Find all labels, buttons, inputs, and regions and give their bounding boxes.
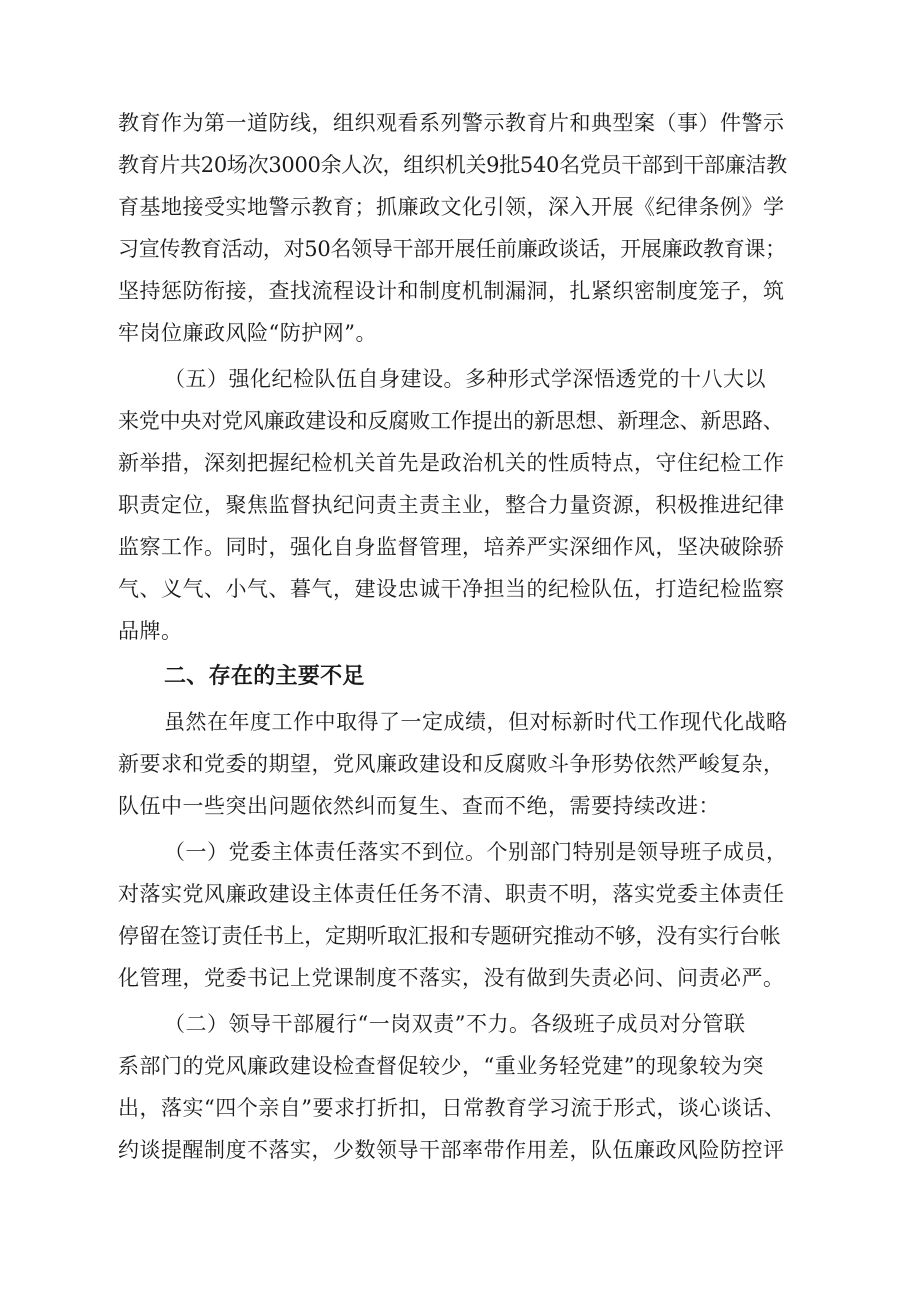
text-line: 气、义气、小气、暮气，建设忠诚干净担当的纪检队伍，打造纪检监察 <box>118 577 785 601</box>
text-line: 职责定位，聚焦监督执纪问责主责主业，整合力量资源，积极推进纪律 <box>118 493 785 517</box>
text-line: 牢岗位廉政风险“防护网”。 <box>118 321 377 345</box>
text-line: （一）党委主体责任落实不到位。个别部门特别是领导班子成员， <box>164 840 788 864</box>
text-line: 停留在签订责任书上，定期听取汇报和专题研究推动不够，没有实行台帐 <box>118 924 781 948</box>
text-line: 新举措，深刻把握纪检机关首先是政治机关的性质特点，守住纪检工作 <box>118 451 785 475</box>
text-line: 习宣传教育活动，对50名领导干部开展任前廉政谈话，开展廉政教育课； <box>118 237 786 261</box>
text-line: 出，落实“四个亲自”要求打折扣，日常教育学习流于形式，谈心谈话、 <box>118 1096 786 1120</box>
text-line: 教育作为第一道防线，组织观看系列警示教育片和典型案（事）件警示 <box>118 111 785 135</box>
text-line: 育基地接受实地警示教育；抓廉政文化引领，深入开展《纪律条例》学 <box>118 195 785 219</box>
text-line: 虽然在年度工作中取得了一定成绩，但对标新时代工作现代化战略 <box>164 710 788 734</box>
text-line: 系部门的党风廉政建设检查督促较少，“重业务轻党建”的现象较为突 <box>118 1054 764 1078</box>
text-line: 品牌。 <box>118 619 183 643</box>
text-line: 监察工作。同时，强化自身监督管理，培养严实深细作风，坚决破除骄 <box>118 535 785 559</box>
text-line: 来党中央对党风廉政建设和反腐败工作提出的新思想、新理念、新思路、 <box>118 409 784 433</box>
text-line: （二）领导干部履行“一岗双责”不力。各级班子成员对分管联 <box>164 1012 746 1036</box>
text-line: 约谈提醒制度不落实，少数领导干部率带作用差，队伍廉政风险防控评 <box>118 1138 785 1162</box>
text-line: 新要求和党委的期望，党风廉政建设和反腐败斗争形势依然严峻复杂， <box>118 752 785 776</box>
text-line: 队伍中一些突出问题依然纠而复生、查而不绝，需要持续改进： <box>118 794 720 818</box>
text-line: 对落实党风廉政建设主体责任任务不清、职责不明，落实党委主体责任 <box>118 882 785 906</box>
text-line: 坚持惩防衔接，查找流程设计和制度机制漏洞，扎紧织密制度笼子，筑 <box>118 279 785 303</box>
text-line: （五）强化纪检队伍自身建设。多种形式学深悟透党的十八大以 <box>164 367 766 391</box>
section-heading: 二、存在的主要不足 <box>164 664 365 689</box>
text-line: 教育片共20场次3000余人次，组织机关9批540名党员干部到干部廉洁教 <box>118 153 787 177</box>
text-line: 化管理，党委书记上党课制度不落实，没有做到失责必问、问责必严。 <box>118 966 785 990</box>
